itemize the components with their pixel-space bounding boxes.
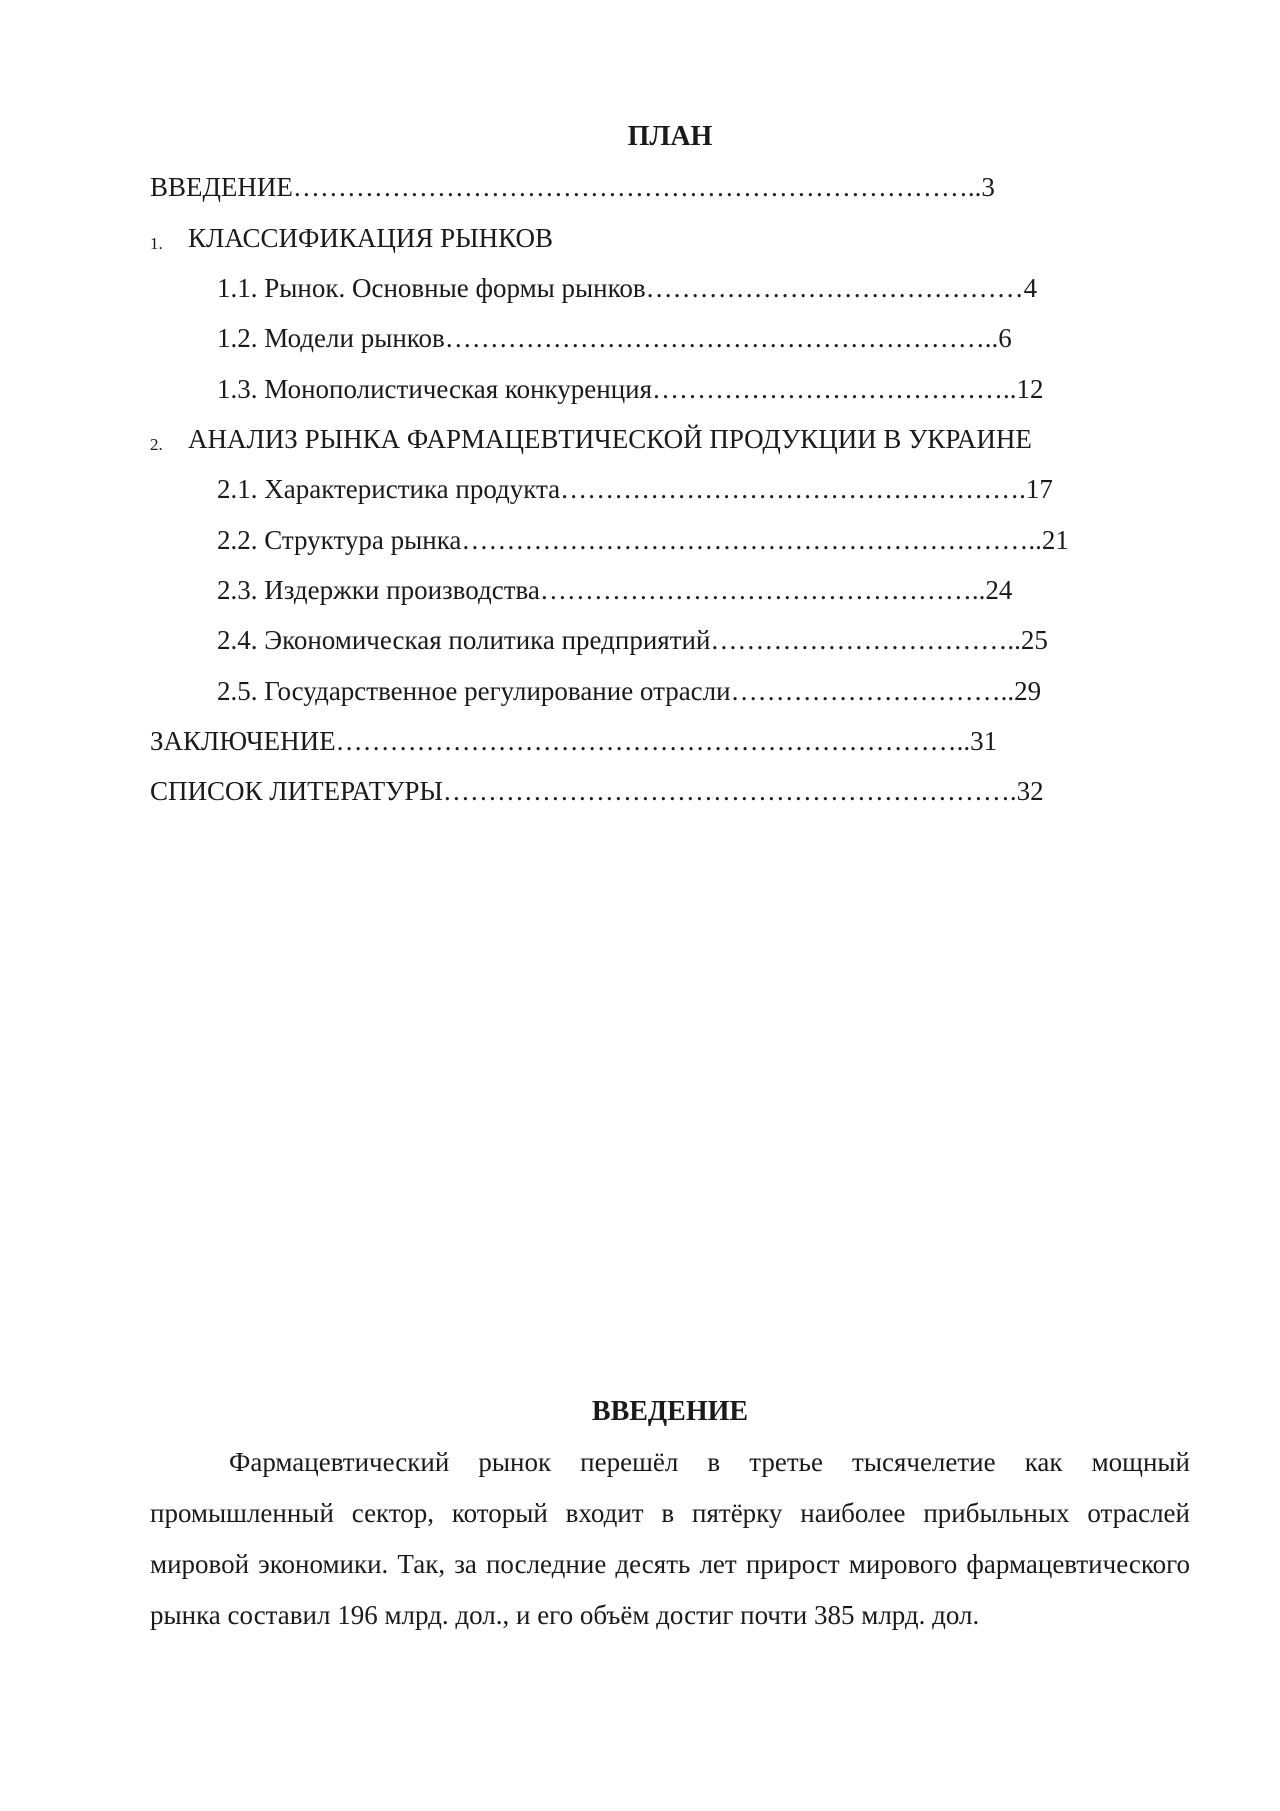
toc-entry-text: СПИСОК ЛИТЕРАТУРЫ……………………………………………………….32 — [150, 776, 1044, 806]
toc-entry-introduction — [150, 171, 995, 203]
introduction-title: ВВЕДЕНИЕ — [591, 1396, 749, 1427]
toc-entry-text: 2.5. Государственное регулирование отрасли…………………………..29 — [217, 676, 1042, 706]
toc-entry-1-1 — [217, 272, 1037, 304]
toc-entry-bibliography — [150, 775, 1044, 807]
plan-title: ПЛАН — [627, 121, 713, 152]
toc-section-heading: АНАЛИЗ РЫНКА ФАРМАЦЕВТИЧЕСКОЙ ПРОДУКЦИИ В УКРАИНЕ — [188, 424, 1032, 454]
introduction-paragraph: Фармацевтический рынок перешёл в третье тысячелетие как мощный промышленный сектор, который входит в пятёрку наиболее прибыльных отраслей мировой экономики. Так, за последние десять лет прирост мирового фармацевтического рынка составил 196 млрд. дол., и его объём достиг почти 385 млрд. дол. — [150, 1447, 1190, 1630]
toc-entry-2-4 — [217, 624, 1048, 656]
toc-entry-text: 1.1. Рынок. Основные формы рынков……………………………………4 — [217, 273, 1038, 303]
toc-entry-2-2 — [217, 524, 1069, 556]
toc-section-heading: КЛАССИФИКАЦИЯ РЫНКОВ — [188, 223, 553, 253]
toc-entry-2-1 — [217, 473, 1053, 505]
toc-entry-text: 2.4. Экономическая политика предприятий……………………………..25 — [217, 625, 1048, 655]
toc-entry-text: 1.2. Модели рынков……………………………………………………..6 — [217, 323, 1012, 353]
toc-entry-text: ВВЕДЕНИЕ…………………………………………………………………..3 — [150, 172, 995, 202]
toc-entry-text: 2.3. Издержки производства…………………………………………..24 — [217, 575, 1013, 605]
toc-entry-1-2 — [217, 322, 1012, 354]
toc-section-number: 1. — [150, 234, 163, 253]
toc-entry-conclusion — [150, 725, 997, 757]
toc-entry-text: 2.1. Характеристика продукта…………………………………………….17 — [217, 474, 1053, 504]
toc-entry-text: 2.2. Структура рынка………………………………………………………..21 — [217, 525, 1069, 555]
toc-entry-2-3 — [217, 574, 1012, 606]
toc-entry-text: 1.3. Монополистическая конкуренция…………………………………..12 — [217, 374, 1044, 404]
toc-entry-text: ЗАКЛЮЧЕНИЕ……………………………………………………………..31 — [150, 726, 998, 756]
toc-entry-2-5 — [217, 675, 1041, 707]
toc-entry-1-3 — [217, 373, 1044, 405]
toc-section-number: 2. — [150, 435, 163, 454]
